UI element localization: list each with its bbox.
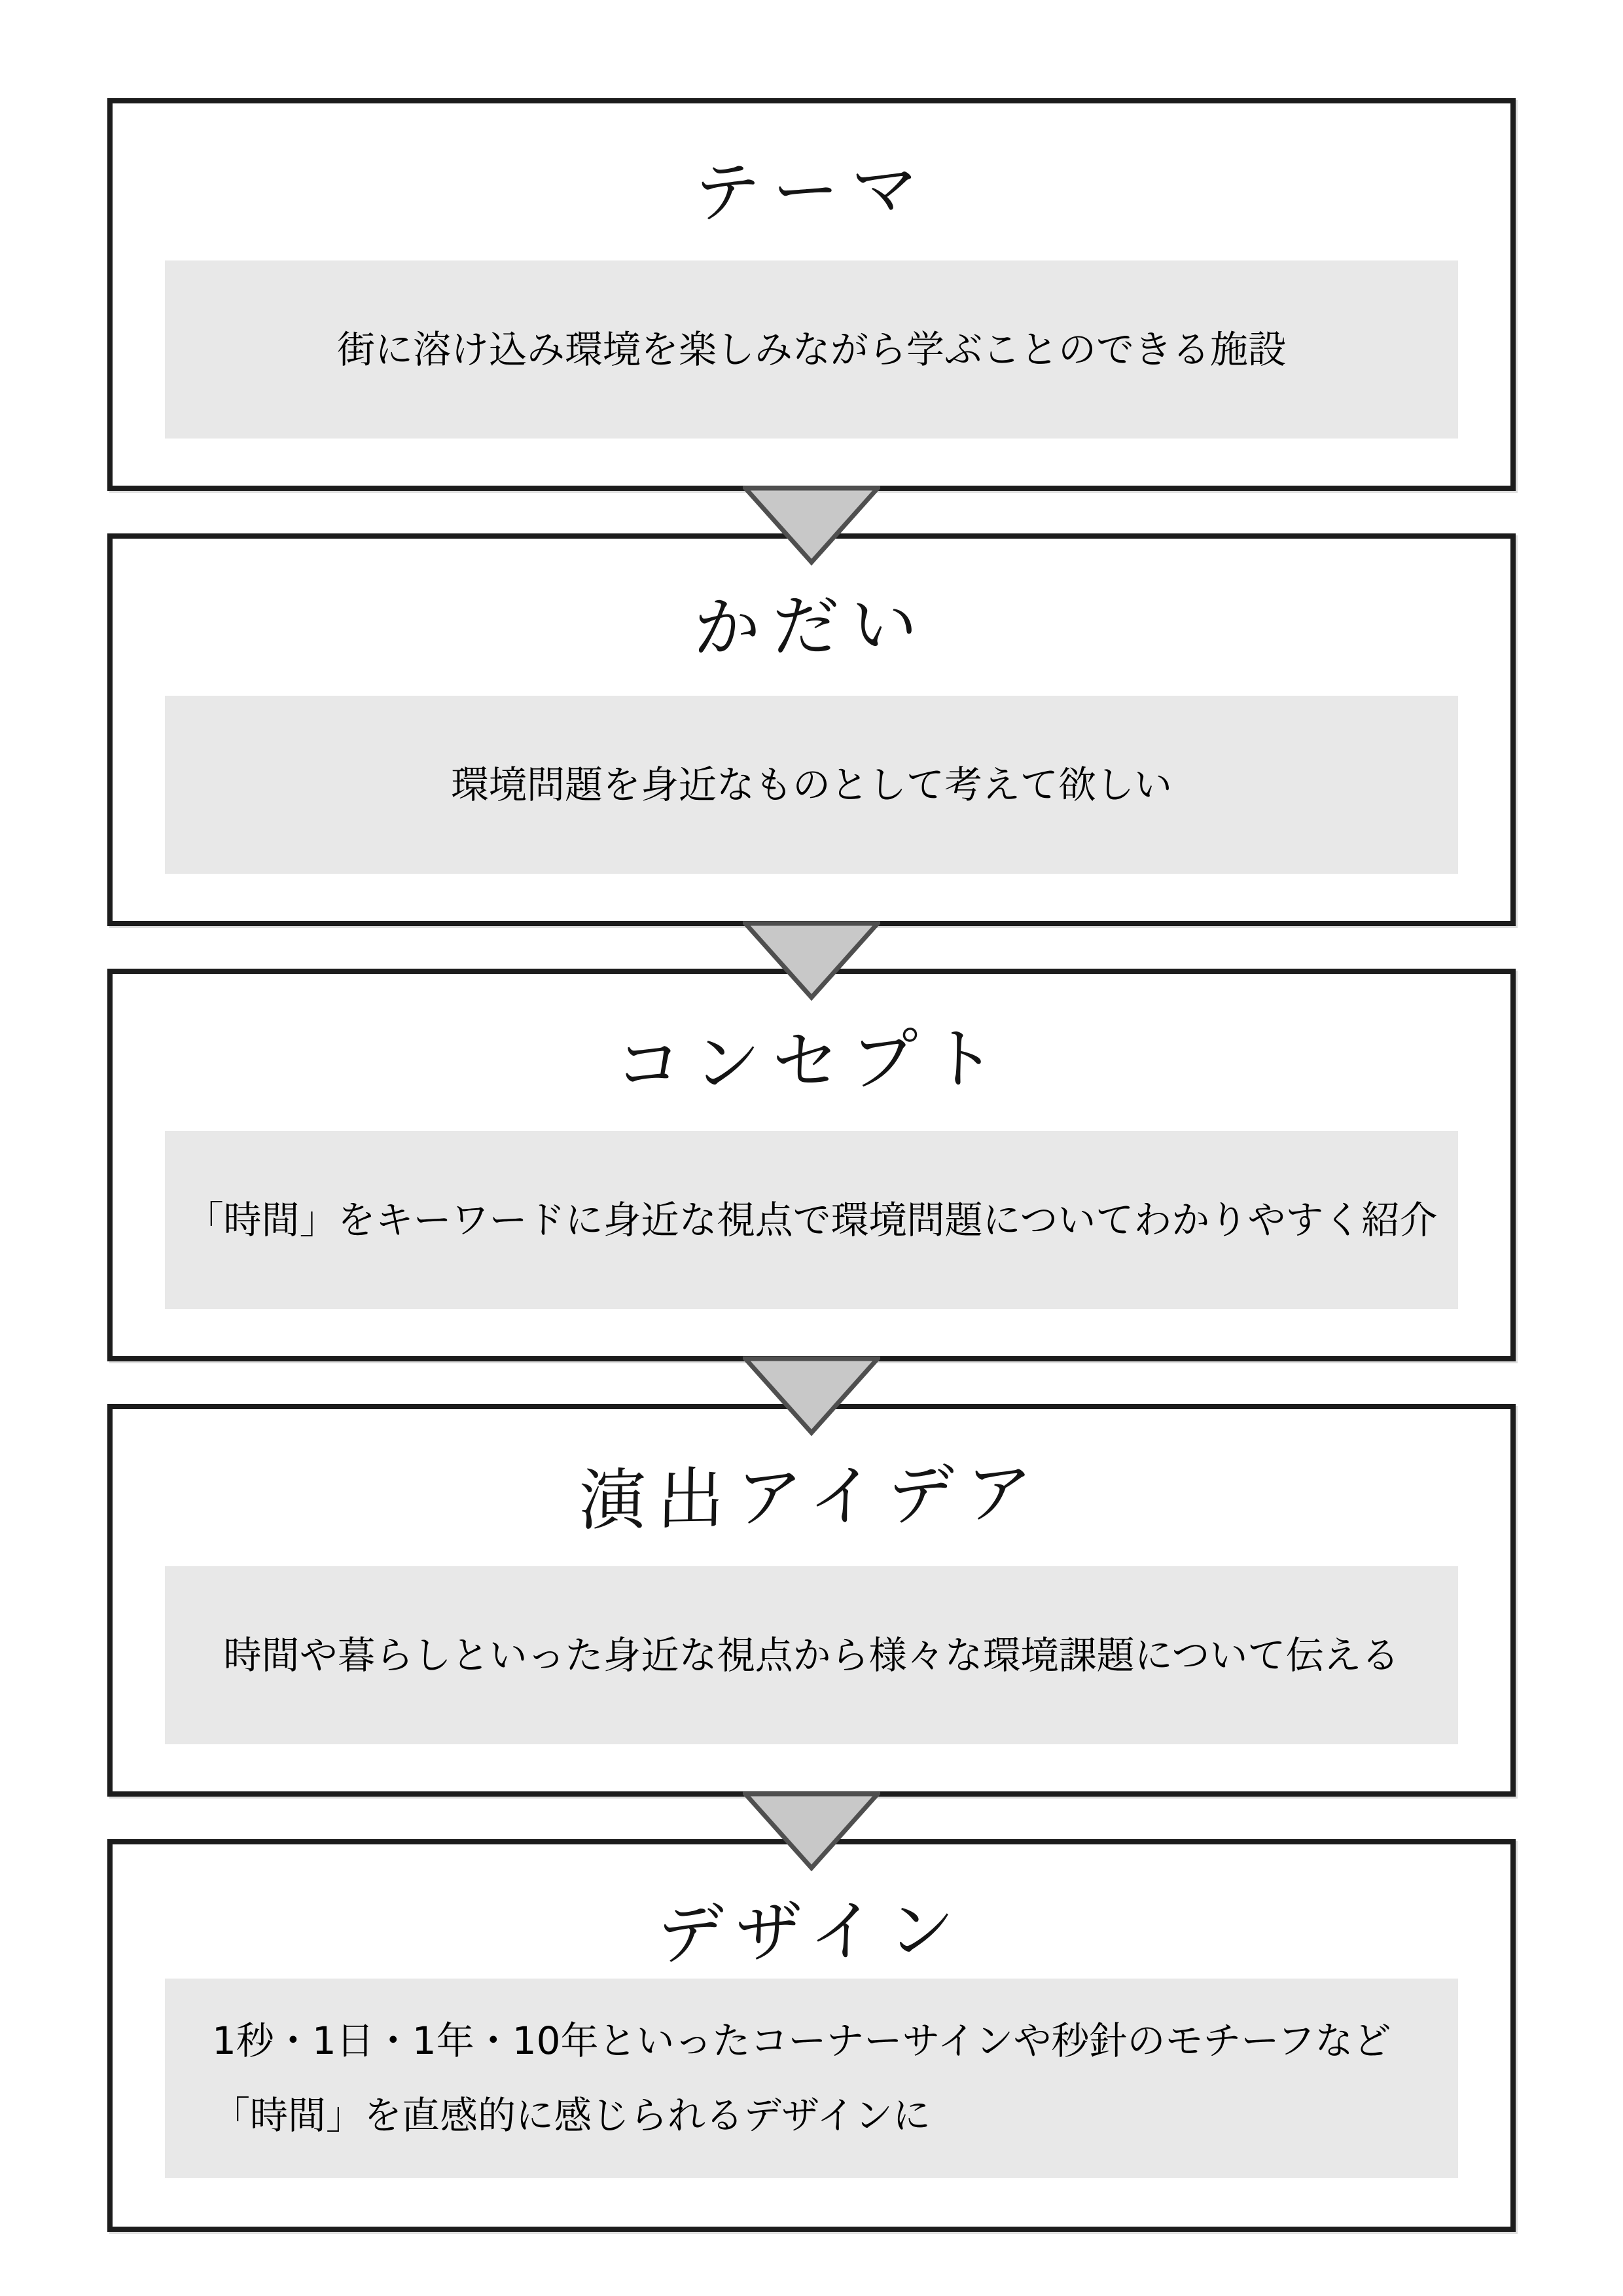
step-body-text: 環境問題を身近なものとして考えて欲しい <box>450 762 1172 807</box>
step-body-line-2: 「時間」を直感的に感じられるデザインに <box>212 2092 931 2138</box>
flow-step-idea <box>107 1404 1516 1797</box>
step-body-text: 街に溶け込み環境を楽しみながら学ぶことのできる施設 <box>336 327 1286 372</box>
flow-step-theme <box>107 98 1516 491</box>
down-arrow-icon <box>743 1356 880 1436</box>
step-body-text: 時間や暮らしといった身近な視点から様々な環境課題について伝える <box>223 1632 1400 1677</box>
step-body-text: 「時間」をキーワードに身近な視点で環境問題についてわかりやすく紹介 <box>185 1197 1438 1242</box>
step-panel <box>165 1566 1458 1744</box>
flow-step-task <box>107 533 1516 926</box>
step-panel <box>165 1131 1458 1309</box>
step-body-line-1: 1秒・1日・1年・10年といったコーナーサインや秒針のモチーフなど <box>212 2018 1391 2064</box>
step-panel <box>165 260 1458 439</box>
down-arrow-icon <box>743 921 880 1001</box>
step-title-handwritten: コンセプト <box>614 1019 1009 1104</box>
flow-step-design <box>107 1839 1516 2232</box>
step-panel <box>165 1979 1458 2178</box>
down-arrow-icon <box>743 486 880 565</box>
step-title-handwritten: 演出アイデア <box>578 1454 1045 1540</box>
step-panel <box>165 696 1458 874</box>
step-title-handwritten: テーマ <box>692 150 930 232</box>
down-arrow-icon <box>743 1791 880 1871</box>
step-title-handwritten: デザイン <box>656 1890 967 1974</box>
step-title-handwritten: かだい <box>692 585 930 668</box>
flow-step-concept <box>107 969 1516 1361</box>
